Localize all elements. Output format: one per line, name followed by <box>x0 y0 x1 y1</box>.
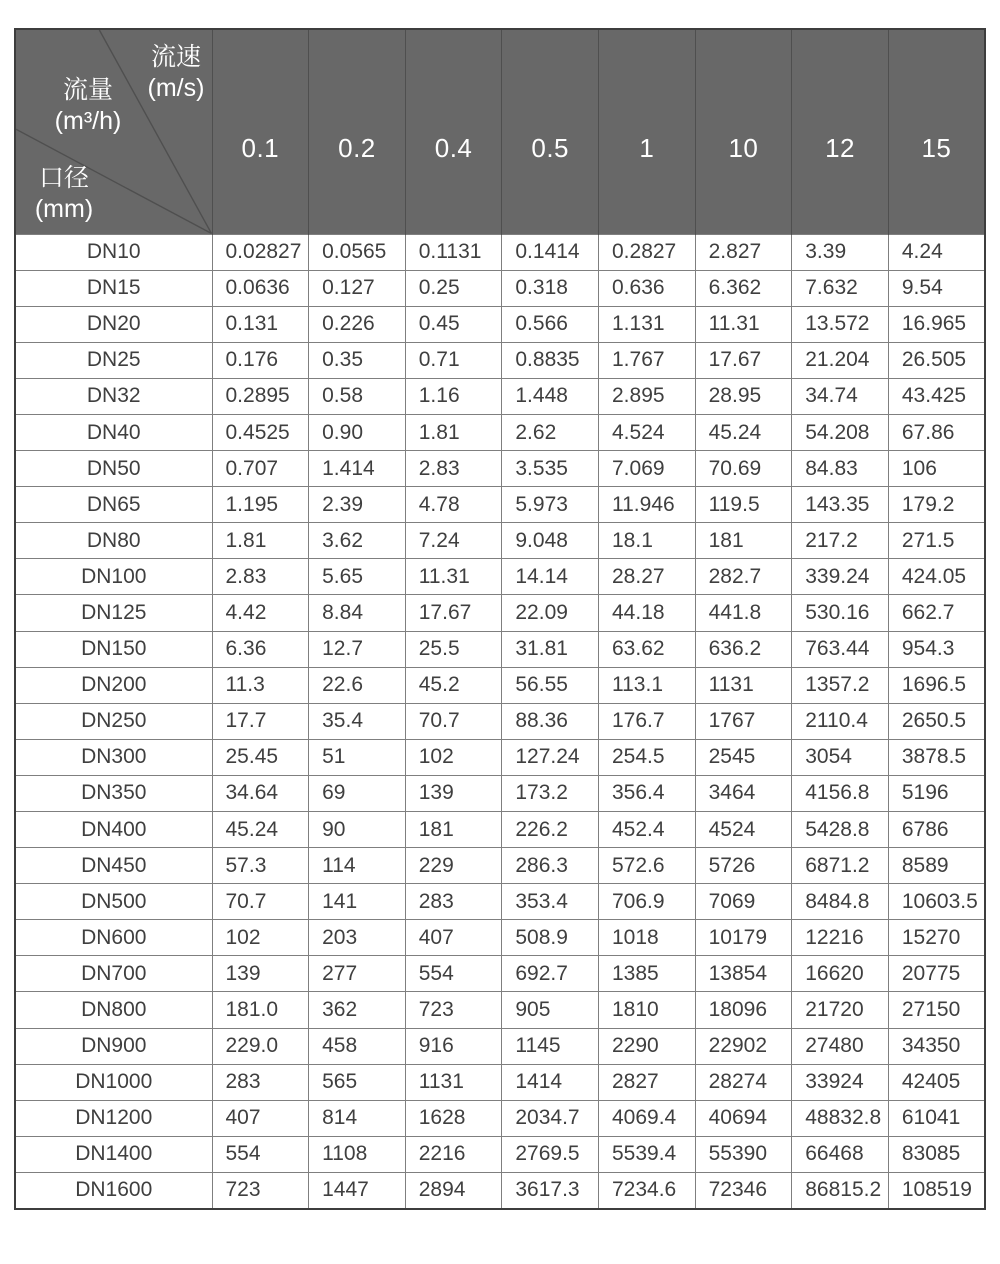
diameter-cell: DN800 <box>15 992 212 1028</box>
diameter-cell: DN1400 <box>15 1136 212 1172</box>
flow-value-cell: 353.4 <box>502 884 599 920</box>
flow-value-cell: 1.448 <box>502 378 599 414</box>
flow-value-cell: 7069 <box>695 884 792 920</box>
flow-value-cell: 5539.4 <box>599 1136 696 1172</box>
flow-value-cell: 2.39 <box>309 487 406 523</box>
flow-value-cell: 9.54 <box>888 270 985 306</box>
flow-value-cell: 2650.5 <box>888 703 985 739</box>
flow-value-cell: 2.827 <box>695 234 792 270</box>
flow-value-cell: 0.176 <box>212 342 309 378</box>
flow-value-cell: 7.069 <box>599 451 696 487</box>
table-row <box>15 739 985 775</box>
table-row <box>15 848 985 884</box>
table-row <box>15 956 985 992</box>
flow-value-cell: 6.362 <box>695 270 792 306</box>
flow-value-cell: 2.62 <box>502 414 599 450</box>
flow-value-cell: 34.74 <box>792 378 889 414</box>
flow-value-cell: 1447 <box>309 1172 406 1208</box>
flow-value-cell: 27150 <box>888 992 985 1028</box>
flow-value-cell: 458 <box>309 1028 406 1064</box>
flow-value-cell: 139 <box>405 775 502 811</box>
flow-value-cell: 3054 <box>792 739 889 775</box>
flow-value-cell: 127.24 <box>502 739 599 775</box>
flow-value-cell: 4.524 <box>599 414 696 450</box>
table-row <box>15 595 985 631</box>
flow-value-cell: 916 <box>405 1028 502 1064</box>
flow-value-cell: 43.425 <box>888 378 985 414</box>
diameter-cell: DN1200 <box>15 1100 212 1136</box>
flow-value-cell: 5.65 <box>309 559 406 595</box>
flow-value-cell: 7234.6 <box>599 1172 696 1208</box>
diameter-cell: DN65 <box>15 487 212 523</box>
flow-value-cell: 173.2 <box>502 775 599 811</box>
flow-value-cell: 554 <box>212 1136 309 1172</box>
flow-value-cell: 26.505 <box>888 342 985 378</box>
flow-value-cell: 86815.2 <box>792 1172 889 1208</box>
flow-value-cell: 226.2 <box>502 812 599 848</box>
flow-value-cell: 407 <box>405 920 502 956</box>
flow-value-cell: 286.3 <box>502 848 599 884</box>
flow-value-cell: 34350 <box>888 1028 985 1064</box>
flow-value-cell: 441.8 <box>695 595 792 631</box>
flow-value-cell: 2110.4 <box>792 703 889 739</box>
table-row <box>15 487 985 523</box>
flow-value-cell: 56.55 <box>502 667 599 703</box>
flow-value-cell: 5.973 <box>502 487 599 523</box>
flow-value-cell: 70.7 <box>405 703 502 739</box>
flow-value-cell: 662.7 <box>888 595 985 631</box>
flow-value-cell: 69 <box>309 775 406 811</box>
flow-value-cell: 217.2 <box>792 523 889 559</box>
flow-value-cell: 17.67 <box>695 342 792 378</box>
flow-value-cell: 723 <box>212 1172 309 1208</box>
flow-value-cell: 1357.2 <box>792 667 889 703</box>
flow-value-cell: 33924 <box>792 1064 889 1100</box>
flow-value-cell: 55390 <box>695 1136 792 1172</box>
flow-value-cell: 45.24 <box>695 414 792 450</box>
flow-value-cell: 44.18 <box>599 595 696 631</box>
flow-value-cell: 277 <box>309 956 406 992</box>
flow-value-cell: 1.16 <box>405 378 502 414</box>
diameter-cell: DN200 <box>15 667 212 703</box>
flow-value-cell: 14.14 <box>502 559 599 595</box>
flow-value-cell: 17.7 <box>212 703 309 739</box>
flow-value-cell: 2894 <box>405 1172 502 1208</box>
flow-value-cell: 2290 <box>599 1028 696 1064</box>
flow-value-cell: 1.131 <box>599 306 696 342</box>
table-row <box>15 992 985 1028</box>
flow-value-cell: 21720 <box>792 992 889 1028</box>
diameter-cell: DN700 <box>15 956 212 992</box>
flow-value-cell: 45.2 <box>405 667 502 703</box>
flow-value-cell: 0.58 <box>309 378 406 414</box>
table-body <box>15 234 985 1209</box>
flow-unit-text: (m³/h) <box>54 107 122 135</box>
flow-value-cell: 1.195 <box>212 487 309 523</box>
table-row <box>15 1172 985 1208</box>
flow-value-cell: 114 <box>309 848 406 884</box>
flow-value-cell: 356.4 <box>599 775 696 811</box>
flow-value-cell: 0.35 <box>309 342 406 378</box>
flow-value-cell: 102 <box>405 739 502 775</box>
flow-value-cell: 554 <box>405 956 502 992</box>
diameter-cell: DN900 <box>15 1028 212 1064</box>
corner-velocity-label <box>140 42 212 104</box>
flow-value-cell: 2827 <box>599 1064 696 1100</box>
flow-value-cell: 2216 <box>405 1136 502 1172</box>
velocity-unit-text: (m/s) <box>147 74 205 102</box>
flow-value-cell: 0.25 <box>405 270 502 306</box>
flow-value-cell: 13854 <box>695 956 792 992</box>
diameter-label-text: 口径 <box>38 164 89 192</box>
flow-value-cell: 954.3 <box>888 631 985 667</box>
diameter-cell: DN125 <box>15 595 212 631</box>
flow-value-cell: 16.965 <box>888 306 985 342</box>
corner-flow-label <box>46 75 130 137</box>
diameter-cell: DN32 <box>15 378 212 414</box>
table-row <box>15 884 985 920</box>
flow-value-cell: 11.946 <box>599 487 696 523</box>
flow-value-cell: 362 <box>309 992 406 1028</box>
flow-value-cell: 3.62 <box>309 523 406 559</box>
flow-value-cell: 572.6 <box>599 848 696 884</box>
flow-value-cell: 7.24 <box>405 523 502 559</box>
flow-capacity-table <box>14 28 986 1210</box>
flow-value-cell: 692.7 <box>502 956 599 992</box>
diameter-cell: DN300 <box>15 739 212 775</box>
flow-value-cell: 181.0 <box>212 992 309 1028</box>
flow-value-cell: 48832.8 <box>792 1100 889 1136</box>
flow-value-cell: 723 <box>405 992 502 1028</box>
flow-value-cell: 8484.8 <box>792 884 889 920</box>
table-corner-cell <box>15 29 212 234</box>
flow-value-cell: 70.69 <box>695 451 792 487</box>
diameter-cell: DN40 <box>15 414 212 450</box>
flow-value-cell: 283 <box>405 884 502 920</box>
flow-value-cell: 25.5 <box>405 631 502 667</box>
flow-value-cell: 7.632 <box>792 270 889 306</box>
flow-value-cell: 70.7 <box>212 884 309 920</box>
flow-value-cell: 10179 <box>695 920 792 956</box>
flow-value-cell: 229.0 <box>212 1028 309 1064</box>
table-row <box>15 631 985 667</box>
flow-value-cell: 3.535 <box>502 451 599 487</box>
flow-value-cell: 143.35 <box>792 487 889 523</box>
flow-value-cell: 0.318 <box>502 270 599 306</box>
table-row <box>15 667 985 703</box>
flow-value-cell: 2.83 <box>405 451 502 487</box>
flow-value-cell: 51 <box>309 739 406 775</box>
table-row <box>15 414 985 450</box>
diameter-unit-text: (mm) <box>34 195 94 223</box>
table-row <box>15 812 985 848</box>
flow-value-cell: 4.78 <box>405 487 502 523</box>
flow-value-cell: 141 <box>309 884 406 920</box>
flow-value-cell: 2034.7 <box>502 1100 599 1136</box>
flow-value-cell: 102 <box>212 920 309 956</box>
flow-value-cell: 0.131 <box>212 306 309 342</box>
flow-value-cell: 83085 <box>888 1136 985 1172</box>
flow-value-cell: 763.44 <box>792 631 889 667</box>
flow-value-cell: 1.414 <box>309 451 406 487</box>
flow-value-cell: 1767 <box>695 703 792 739</box>
flow-value-cell: 22.6 <box>309 667 406 703</box>
flow-value-cell: 54.208 <box>792 414 889 450</box>
flow-value-cell: 35.4 <box>309 703 406 739</box>
diameter-cell: DN25 <box>15 342 212 378</box>
flow-value-cell: 88.36 <box>502 703 599 739</box>
flow-value-cell: 11.31 <box>695 306 792 342</box>
flow-value-cell: 3464 <box>695 775 792 811</box>
flow-value-cell: 20775 <box>888 956 985 992</box>
flow-value-cell: 63.62 <box>599 631 696 667</box>
flow-value-cell: 0.226 <box>309 306 406 342</box>
flow-value-cell: 706.9 <box>599 884 696 920</box>
flow-value-cell: 108519 <box>888 1172 985 1208</box>
velocity-column-header: 0.1 <box>212 29 309 234</box>
flow-value-cell: 1108 <box>309 1136 406 1172</box>
flow-value-cell: 1.81 <box>212 523 309 559</box>
flow-value-cell: 66468 <box>792 1136 889 1172</box>
flow-value-cell: 0.1414 <box>502 234 599 270</box>
flow-value-cell: 0.566 <box>502 306 599 342</box>
diameter-cell: DN150 <box>15 631 212 667</box>
flow-value-cell: 4524 <box>695 812 792 848</box>
flow-value-cell: 530.16 <box>792 595 889 631</box>
flow-value-cell: 282.7 <box>695 559 792 595</box>
diameter-cell: DN350 <box>15 775 212 811</box>
flow-value-cell: 4156.8 <box>792 775 889 811</box>
flow-value-cell: 271.5 <box>888 523 985 559</box>
diameter-cell: DN1600 <box>15 1172 212 1208</box>
diameter-cell: DN15 <box>15 270 212 306</box>
flow-value-cell: 229 <box>405 848 502 884</box>
flow-value-cell: 67.86 <box>888 414 985 450</box>
flow-value-cell: 4069.4 <box>599 1100 696 1136</box>
flow-value-cell: 1131 <box>405 1064 502 1100</box>
flow-value-cell: 31.81 <box>502 631 599 667</box>
flow-value-cell: 15270 <box>888 920 985 956</box>
flow-value-cell: 1385 <box>599 956 696 992</box>
flow-value-cell: 181 <box>695 523 792 559</box>
flow-label-text: 流量 <box>62 76 113 104</box>
flow-value-cell: 61041 <box>888 1100 985 1136</box>
flow-value-cell: 28.95 <box>695 378 792 414</box>
flow-value-cell: 339.24 <box>792 559 889 595</box>
flow-value-cell: 22902 <box>695 1028 792 1064</box>
flow-value-cell: 176.7 <box>599 703 696 739</box>
diameter-cell: DN400 <box>15 812 212 848</box>
flow-value-cell: 0.127 <box>309 270 406 306</box>
diameter-cell: DN250 <box>15 703 212 739</box>
flow-value-cell: 2769.5 <box>502 1136 599 1172</box>
flow-value-cell: 203 <box>309 920 406 956</box>
table-row <box>15 342 985 378</box>
table-row <box>15 234 985 270</box>
flow-value-cell: 84.83 <box>792 451 889 487</box>
flow-value-cell: 1414 <box>502 1064 599 1100</box>
flow-value-cell: 18.1 <box>599 523 696 559</box>
flow-value-cell: 1810 <box>599 992 696 1028</box>
flow-value-cell: 27480 <box>792 1028 889 1064</box>
flow-value-cell: 0.2895 <box>212 378 309 414</box>
flow-value-cell: 508.9 <box>502 920 599 956</box>
velocity-column-header: 15 <box>888 29 985 234</box>
flow-value-cell: 0.02827 <box>212 234 309 270</box>
flow-value-cell: 5196 <box>888 775 985 811</box>
flow-value-cell: 113.1 <box>599 667 696 703</box>
flow-value-cell: 0.0565 <box>309 234 406 270</box>
flow-value-cell: 1018 <box>599 920 696 956</box>
diameter-cell: DN10 <box>15 234 212 270</box>
flow-value-cell: 17.67 <box>405 595 502 631</box>
flow-value-cell: 12.7 <box>309 631 406 667</box>
flow-value-cell: 5428.8 <box>792 812 889 848</box>
flow-value-cell: 8.84 <box>309 595 406 631</box>
flow-value-cell: 2.895 <box>599 378 696 414</box>
table-row <box>15 1136 985 1172</box>
velocity-label-text: 流速 <box>150 43 201 71</box>
diameter-cell: DN450 <box>15 848 212 884</box>
flow-value-cell: 283 <box>212 1064 309 1100</box>
flow-value-cell: 13.572 <box>792 306 889 342</box>
flow-value-cell: 0.636 <box>599 270 696 306</box>
flow-value-cell: 22.09 <box>502 595 599 631</box>
flow-value-cell: 3878.5 <box>888 739 985 775</box>
flow-value-cell: 11.31 <box>405 559 502 595</box>
flow-value-cell: 0.8835 <box>502 342 599 378</box>
flow-value-cell: 0.0636 <box>212 270 309 306</box>
table-row <box>15 703 985 739</box>
flow-value-cell: 16620 <box>792 956 889 992</box>
flow-value-cell: 90 <box>309 812 406 848</box>
diameter-cell: DN500 <box>15 884 212 920</box>
flow-value-cell: 0.707 <box>212 451 309 487</box>
flow-value-cell: 119.5 <box>695 487 792 523</box>
flow-value-cell: 2.83 <box>212 559 309 595</box>
flow-value-cell: 5726 <box>695 848 792 884</box>
flow-value-cell: 814 <box>309 1100 406 1136</box>
velocity-column-header: 0.4 <box>405 29 502 234</box>
flow-value-cell: 34.64 <box>212 775 309 811</box>
flow-value-cell: 0.4525 <box>212 414 309 450</box>
table-row <box>15 306 985 342</box>
flow-value-cell: 1.81 <box>405 414 502 450</box>
table-row <box>15 1028 985 1064</box>
diameter-cell: DN1000 <box>15 1064 212 1100</box>
flow-value-cell: 139 <box>212 956 309 992</box>
velocity-column-header: 0.2 <box>309 29 406 234</box>
diameter-cell: DN100 <box>15 559 212 595</box>
table-row <box>15 1100 985 1136</box>
flow-value-cell: 28.27 <box>599 559 696 595</box>
flow-value-cell: 8589 <box>888 848 985 884</box>
flow-value-cell: 0.71 <box>405 342 502 378</box>
flow-value-cell: 0.90 <box>309 414 406 450</box>
diameter-cell: DN600 <box>15 920 212 956</box>
table-header <box>15 29 985 234</box>
flow-value-cell: 1628 <box>405 1100 502 1136</box>
table-row <box>15 920 985 956</box>
flow-value-cell: 25.45 <box>212 739 309 775</box>
velocity-column-header: 10 <box>695 29 792 234</box>
table-row <box>15 451 985 487</box>
velocity-column-header: 12 <box>792 29 889 234</box>
flow-value-cell: 6871.2 <box>792 848 889 884</box>
flow-value-cell: 3617.3 <box>502 1172 599 1208</box>
flow-value-cell: 45.24 <box>212 812 309 848</box>
flow-value-cell: 407 <box>212 1100 309 1136</box>
header-row <box>15 29 985 234</box>
table-row <box>15 559 985 595</box>
diameter-cell: DN20 <box>15 306 212 342</box>
flow-value-cell: 1145 <box>502 1028 599 1064</box>
flow-value-cell: 6786 <box>888 812 985 848</box>
flow-value-cell: 106 <box>888 451 985 487</box>
flow-value-cell: 905 <box>502 992 599 1028</box>
flow-value-cell: 1.767 <box>599 342 696 378</box>
flow-value-cell: 424.05 <box>888 559 985 595</box>
table-row <box>15 270 985 306</box>
flow-value-cell: 2545 <box>695 739 792 775</box>
diameter-cell: DN80 <box>15 523 212 559</box>
flow-value-cell: 1696.5 <box>888 667 985 703</box>
flow-value-cell: 57.3 <box>212 848 309 884</box>
corner-diameter-label <box>26 163 102 225</box>
flow-value-cell: 1131 <box>695 667 792 703</box>
flow-value-cell: 181 <box>405 812 502 848</box>
flow-value-cell: 4.42 <box>212 595 309 631</box>
flow-value-cell: 9.048 <box>502 523 599 559</box>
flow-value-cell: 6.36 <box>212 631 309 667</box>
flow-value-cell: 28274 <box>695 1064 792 1100</box>
table-row <box>15 1064 985 1100</box>
flow-value-cell: 254.5 <box>599 739 696 775</box>
table-row <box>15 775 985 811</box>
flow-value-cell: 12216 <box>792 920 889 956</box>
flow-value-cell: 4.24 <box>888 234 985 270</box>
flow-value-cell: 72346 <box>695 1172 792 1208</box>
flow-value-cell: 11.3 <box>212 667 309 703</box>
table-row <box>15 378 985 414</box>
diameter-cell: DN50 <box>15 451 212 487</box>
table-row <box>15 523 985 559</box>
velocity-column-header: 1 <box>599 29 696 234</box>
flow-value-cell: 3.39 <box>792 234 889 270</box>
flow-value-cell: 10603.5 <box>888 884 985 920</box>
flow-value-cell: 0.2827 <box>599 234 696 270</box>
flow-value-cell: 21.204 <box>792 342 889 378</box>
flow-value-cell: 179.2 <box>888 487 985 523</box>
flow-value-cell: 636.2 <box>695 631 792 667</box>
flow-value-cell: 452.4 <box>599 812 696 848</box>
velocity-column-header: 0.5 <box>502 29 599 234</box>
flow-value-cell: 0.1131 <box>405 234 502 270</box>
flow-value-cell: 0.45 <box>405 306 502 342</box>
flow-value-cell: 18096 <box>695 992 792 1028</box>
flow-value-cell: 42405 <box>888 1064 985 1100</box>
flow-value-cell: 565 <box>309 1064 406 1100</box>
flow-value-cell: 40694 <box>695 1100 792 1136</box>
